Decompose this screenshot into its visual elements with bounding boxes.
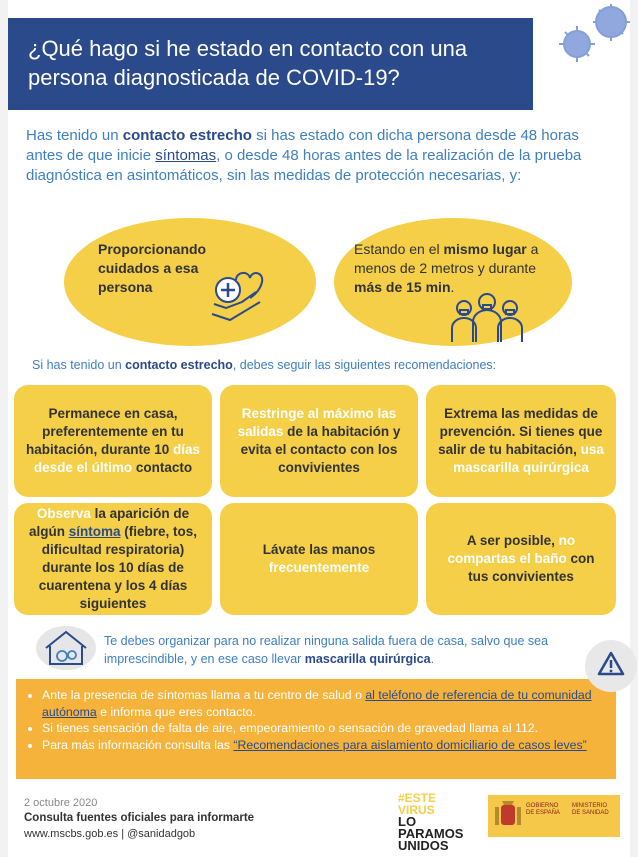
card-text: Lávate las manos <box>262 542 376 557</box>
intro-bold: contacto estrecho <box>122 127 252 144</box>
card-highlight: Restringe al máximo las salidas <box>237 406 397 439</box>
info-list <box>16 679 616 753</box>
place-text: . <box>450 279 455 295</box>
card-restrict-exits <box>220 385 418 497</box>
card-highlight: días desde el último <box>33 442 201 475</box>
campaign-logo <box>398 792 478 852</box>
house-badge <box>36 622 96 670</box>
campaign-line: LO <box>398 814 417 829</box>
footer-date: 2 octubre 2020 <box>24 797 98 809</box>
rec-text: , debes seguir las siguientes recomendaciones: <box>232 358 497 372</box>
card-text: A ser posible, <box>466 533 559 548</box>
card-text: la aparición de algún <box>28 506 190 539</box>
info-box <box>16 679 616 779</box>
info-text: Para más información consulta las <box>42 737 234 752</box>
card-highlight: no compartas el baño <box>447 533 576 566</box>
card-text: contacto <box>132 460 193 475</box>
card-bathroom-text <box>436 532 606 586</box>
recommendations-link[interactable]: “Recomendaciones para aislamiento domiciliario de casos leves” <box>233 737 587 752</box>
notice-bold: mascarilla quirúrgica <box>304 652 431 666</box>
card-prevention-text <box>436 405 606 477</box>
card-text: Permanece en casa, preferentemente en tu habitación, durante 10 <box>25 406 184 457</box>
info-item <box>42 737 604 754</box>
info-item <box>42 720 604 737</box>
government-logo <box>488 795 620 837</box>
card-wash-hands <box>220 503 418 615</box>
intro-text: Has tenido un <box>26 127 123 144</box>
phone-reference-link[interactable]: al teléfono de referencia de tu comunidad autónoma <box>42 688 592 719</box>
card-observe <box>14 503 212 615</box>
card-prevention <box>426 385 616 497</box>
care-hands-icon <box>206 268 266 326</box>
footer-url[interactable]: www.mscbs.gob.es | @sanidadgob <box>24 828 196 840</box>
card-text: (fiebre, tos, dificultad respiratoria) durante los 10 días de cuarentena y los 4 días siguientes <box>38 524 198 611</box>
ellipse-care-text: Proporcionando cuidados a esa persona <box>98 241 207 295</box>
card-text: con tus convivientes <box>468 551 595 584</box>
house-icon <box>36 622 96 670</box>
header-bar <box>8 18 533 110</box>
place-text: Estando en el <box>354 241 444 257</box>
info-text: Ante la presencia de síntomas llama a tu centro de salud o <box>42 688 366 702</box>
info-item <box>42 687 604 720</box>
recommendations-intro <box>32 358 612 372</box>
rec-bold: contacto estrecho <box>125 358 233 372</box>
place-bold: más de 15 min <box>354 279 451 295</box>
virus-icon <box>555 4 635 74</box>
campaign-line: UNIDOS <box>398 838 449 853</box>
card-highlight: Observa <box>36 506 91 521</box>
card-text: Extrema las medidas de prevención. Si tienes que salir de tu habitación, <box>438 406 603 457</box>
intro-text: si has estado con dicha persona desde 48 horas antes de que inicie <box>26 127 579 164</box>
card-observe-text <box>24 505 202 613</box>
intro-paragraph <box>26 126 606 186</box>
sintomas-link[interactable]: síntomas <box>155 147 217 164</box>
sintoma-link[interactable]: síntoma <box>68 524 121 539</box>
notice-text: Te debes organizar para no realizar ninguna salida fuera de casa, salvo que sea imprescindible, y en ese caso llevar <box>104 634 549 666</box>
campaign-line: PARAMOS <box>398 826 464 841</box>
card-highlight: frecuentemente <box>268 560 370 575</box>
card-wash-text <box>230 541 408 577</box>
place-text: a menos de 2 metros y durante <box>354 241 539 276</box>
people-icon <box>448 288 526 344</box>
info-text: Si tienes sensación de falta de aire, empeoramiento o sensación de gravedad llama al 112. <box>42 721 539 735</box>
coat-of-arms-icon <box>493 799 523 833</box>
card-bathroom <box>426 503 616 615</box>
card-stay-home <box>14 385 212 497</box>
card-stay-home-text <box>24 405 202 477</box>
warning-icon <box>585 640 637 692</box>
campaign-line: #ESTE <box>398 791 437 805</box>
card-highlight: usa mascarilla quirúrgica <box>453 442 604 475</box>
footer-source: Consulta fuentes oficiales para informarte <box>24 812 255 824</box>
notice-text: . <box>430 652 435 666</box>
warning-badge <box>585 640 637 692</box>
gov-text: GOBIERNO DE ESPAÑA <box>526 803 560 816</box>
info-text: e informa que eres contacto. <box>96 704 256 719</box>
page-title: ¿Qué hago si he estado en contacto con una persona diagnosticada de COVID-19? <box>28 36 468 90</box>
card-restrict-text <box>230 405 408 477</box>
card-text: de la habitación y evita el contacto con los convivientes <box>240 424 401 475</box>
ministry-text: MINISTERIO DE SANIDAD <box>572 803 609 816</box>
house-notice-text <box>104 632 604 668</box>
campaign-line: VIRUS <box>398 803 435 817</box>
rec-text: Si has tenido un <box>32 358 126 372</box>
intro-text: , o desde 48 horas antes de la realización de la prueba diagnóstica en asintomáticos, sin las medidas de protección necesarias, y: <box>26 147 582 184</box>
place-bold: mismo lugar <box>443 241 527 257</box>
